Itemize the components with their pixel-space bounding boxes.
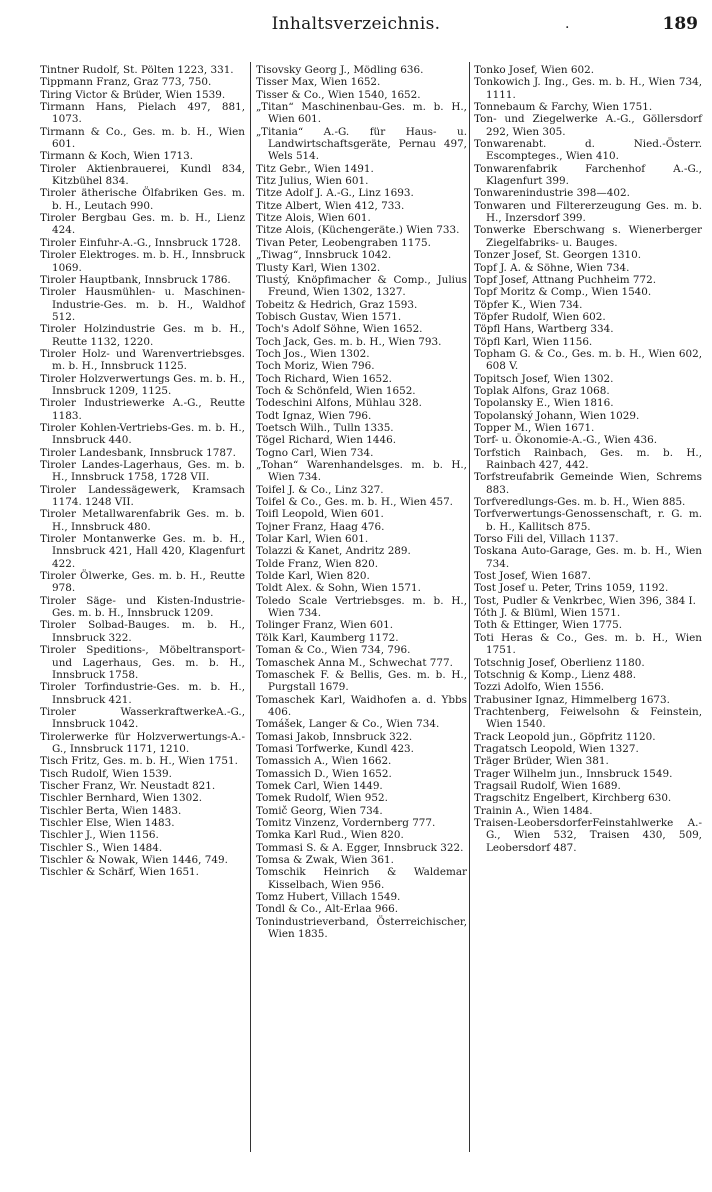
index-column-1 [40, 64, 245, 879]
index-entry: Toifel J. & Co., Linz 327. [256, 483, 384, 496]
index-entry: Tiroler Kohlen-Vertriebs-Ges. m. b. H., Innsbruck 440. [40, 421, 245, 447]
index-entry: Tommasi S. & A. Egger, Innsbruck 322. [256, 841, 464, 854]
index-entry: Torso Fili del, Villach 1137. [474, 533, 619, 546]
index-entry: Tiroler Einfuhr-A.-G., Innsbruck 1728. [40, 236, 241, 249]
index-entry: Topham G. & Co., Ges. m. b. H., Wien 602, 608 V. [474, 347, 702, 373]
index-entry: Tiroler WasserkraftwerkeA.-G., Innsbruck 1042. [40, 705, 245, 731]
index-entry: Tiroler Landessägewerk, Kramsach 1174. 1248 VII. [40, 483, 245, 509]
index-entry: Titz Julius, Wien 601. [256, 175, 369, 188]
index-entry: Tomič Georg, Wien 734. [256, 804, 383, 817]
index-entry: Tonwarenabt. d. Nied.-Österr. Escompteges., Wien 410. [474, 138, 702, 163]
index-entry: Töpfl Hans, Wartberg 334. [474, 323, 614, 336]
column-divider [469, 62, 470, 1152]
index-entry: Tischler Else, Wien 1483. [40, 816, 175, 829]
index-entry: Tonkowich J. Ing., Ges. m. b. H., Wien 734, 1111. [474, 76, 702, 101]
index-entry: Topf Josef, Attnang Puchheim 772. [474, 273, 657, 286]
index-entry: Tisch Rudolf, Wien 1539. [40, 767, 172, 780]
index-entry: Tolde Franz, Wien 820. [256, 557, 379, 570]
index-entry: Tolde Karl, Wien 820. [256, 570, 370, 583]
index-entry: Topf J. A. & Söhne, Wien 734. [474, 261, 630, 274]
index-entry: Tischler & Nowak, Wien 1446, 749. [40, 854, 228, 866]
index-entry: Tonwerke Eberschwang s. Wienerberger Ziegelfabriks- u. Bauges. [474, 224, 702, 249]
index-entry: Tiroler Holz- und Warenvertriebsges. m. b. H., Innsbruck 1125. [40, 347, 245, 373]
index-entry: Tiroler Ölwerke, Ges. m. b. H., Reutte 978. [40, 570, 245, 595]
index-entry: Traisen-LeobersdorferFeinstahlwerke A.-G., Wien 532, Traisen 430, 509, Leobersdorf 487. [474, 816, 702, 854]
page-header [0, 14, 712, 40]
index-entry: Togno Carl, Wien 734. [256, 446, 374, 459]
index-entry: Todt Ignaz, Wien 796. [256, 409, 372, 422]
index-entry: Toifl Leopold, Wien 601. [256, 508, 384, 521]
index-entry: Tolar Karl, Wien 601. [256, 533, 369, 546]
index-entry: Tomášek, Langer & Co., Wien 734. [256, 718, 440, 731]
index-entry: Töpfer K., Wien 734. [474, 298, 583, 311]
index-entry: Tomaschek Anna M., Schwechat 777. [256, 656, 453, 669]
index-entry: „Titania“ A.-G. für Haus- u. Landwirtschaftsgeräte, Pernau 497, Wels 514. [256, 125, 467, 163]
index-entry: Tomschik Heinrich & Waldemar Kisselbach, Wien 956. [256, 866, 467, 891]
index-entry: Torfveredlungs-Ges. m. b. H., Wien 885. [474, 496, 686, 509]
index-entry: Tomassich D., Wien 1652. [256, 767, 392, 780]
index-entry: Tiroler Industriewerke A.-G., Reutte 1183. [40, 397, 245, 422]
index-entry: Trager Wilhelm jun., Innsbruck 1549. [474, 767, 673, 780]
index-entry: Tondl & Co., Alt-Erlaa 966. [256, 903, 399, 916]
index-entry: Tonnebaum & Farchy, Wien 1751. [474, 101, 653, 114]
index-entry: Tiroler Holzverwertungs Ges. m. b. H., Innsbruck 1209, 1125. [40, 372, 245, 397]
index-entry: Tonwarenfabrik Farchenhof A.-G., Klagenfurt 399. [474, 162, 702, 188]
index-entry: Toti Heras & Co., Ges. m. b. H., Wien 1751. [474, 631, 702, 657]
index-entry: Tolazzi & Kanet, Andritz 289. [256, 545, 411, 558]
index-entry: Ton- und Ziegelwerke A.-G., Göllersdorf 292, Wien 305. [474, 113, 702, 138]
index-entry: Tiroler Hauptbank, Innsbruck 1786. [40, 273, 231, 286]
index-entry: Tiroler Metallwarenfabrik Ges. m. b. H., Innsbruck 480. [40, 508, 245, 533]
index-entry: Toch Moriz, Wien 796. [256, 360, 375, 373]
index-entry: Tomz Hubert, Villach 1549. [256, 891, 401, 904]
index-entry: „Titan“ Maschinenbau-Ges. m. b. H., Wien 601. [256, 101, 467, 126]
index-entry: „Tohan“ Warenhandelsges. m. b. H., Wien 734. [256, 459, 467, 484]
column-divider [250, 62, 251, 1152]
page-number: 189 [662, 14, 698, 34]
index-entry: Titze Adolf J. A.-G., Linz 1693. [256, 187, 414, 200]
index-entry: Tost Josef, Wien 1687. [474, 570, 591, 583]
index-entry: Torfstich Rainbach, Ges. m. b. H., Rainbach 427, 442. [474, 446, 702, 471]
index-entry: Tiroler Elektroges. m. b. H., Innsbruck 1069. [40, 249, 245, 274]
index-entry: Toth & Ettinger, Wien 1775. [474, 619, 622, 632]
index-entry: Todeschini Alfons, Mühlau 328. [256, 397, 422, 410]
index-entry: Toplak Alfons, Graz 1068. [474, 384, 610, 397]
index-entry: Titz Gebr., Wien 1491. [256, 162, 374, 175]
index-entry: Tisovsky Georg J., Mödling 636. [256, 64, 424, 76]
index-entry: Toifel & Co., Ges. m. b. H., Wien 457. [256, 496, 453, 509]
index-entry: Tirmann Hans, Pielach 497, 881, 1073. [40, 101, 245, 126]
index-entry: Töpfl Karl, Wien 1156. [474, 335, 593, 348]
index-entry: Torf- u. Ökonomie-A.-G., Wien 436. [474, 434, 658, 447]
index-entry: Tragschitz Engelbert, Kirchberg 630. [474, 792, 672, 805]
index-entry: Tiroler Bergbau Ges. m. b. H., Lienz 424. [40, 212, 245, 237]
index-entry: Tirmann & Co., Ges. m. b. H., Wien 601. [40, 125, 245, 151]
index-entry: Tiring Victor & Brüder, Wien 1539. [40, 88, 226, 101]
index-entry: Tost Josef u. Peter, Trins 1059, 1192. [474, 582, 669, 595]
index-entry: Topper M., Wien 1671. [474, 421, 595, 434]
index-entry: Toldt Alex. & Sohn, Wien 1571. [256, 582, 421, 595]
page-title: Inhaltsverzeichnis. [271, 14, 441, 34]
index-entry: Tiroler Speditions-, Möbeltransport- und Lagerhaus, Ges. m. b. H., Innsbruck 1758. [40, 644, 245, 681]
index-entry: Titze Alois, (Küchengeräte.) Wien 733. [256, 224, 460, 237]
index-entry: Titze Albert, Wien 412, 733. [256, 199, 405, 212]
index-entry: Tomaschek Karl, Waidhofen a. d. Ybbs 406. [256, 693, 467, 718]
index-entry: Töpfer Rudolf, Wien 602. [474, 310, 606, 323]
index-entry: Tiroler Torfindustrie-Ges. m. b. H., Innsbruck 421. [40, 681, 245, 706]
index-entry: Titze Alois, Wien 601. [256, 212, 371, 225]
index-entry: Tischler Berta, Wien 1483. [40, 804, 182, 817]
index-entry: Toetsch Wilh., Tulln 1335. [256, 421, 394, 434]
index-entry: Tischler S., Wien 1484. [40, 841, 163, 854]
index-entry: Tiroler Hausmühlen- u. Maschinen-Industrie-Ges. m. b. H., Waldhof 512. [40, 286, 245, 323]
index-entry: Totschnig & Komp., Lienz 488. [474, 668, 637, 681]
index-entry: Tirmann & Koch, Wien 1713. [40, 150, 194, 163]
index-entry: Tiroler Landesbank, Innsbruck 1787. [40, 446, 236, 459]
index-entry: Tonwaren und Filtererzeugung Ges. m. b. H., Inzersdorf 399. [474, 199, 702, 225]
index-entry: Tischler & Schärf, Wien 1651. [40, 866, 199, 879]
index-entry: Tögel Richard, Wien 1446. [256, 434, 396, 447]
index-entry: Tolinger Franz, Wien 601. [256, 619, 394, 632]
index-entry: Tomassich A., Wien 1662. [256, 755, 392, 768]
index-entry: Tivan Peter, Leobengraben 1175. [256, 236, 431, 249]
index-entry: Tiroler Landes-Lagerhaus, Ges. m. b. H., Innsbruck 1758, 1728 VII. [40, 459, 245, 484]
index-entry: Trabusiner Ignaz, Himmelberg 1673. [474, 693, 670, 706]
index-entry: Tiroler Säge- und Kisten-Industrie-Ges. m. b. H., Innsbruck 1209. [40, 594, 245, 620]
index-entry: Topolanský Johann, Wien 1029. [474, 409, 640, 422]
index-entry: Tost, Pudler & Venkrbec, Wien 396, 384 I. [474, 594, 696, 607]
index-entry: Toledo Scale Vertriebsges. m. b. H., Wien 734. [256, 594, 467, 620]
index-entry: Tragsail Rudolf, Wien 1689. [474, 779, 621, 792]
index-entry: Tomek Rudolf, Wien 952. [256, 792, 388, 805]
index-entry: Tippmann Franz, Graz 773, 750. [40, 76, 212, 89]
index-entry: Track Leopold jun., Göpfritz 1120. [474, 730, 656, 743]
index-entry: Tiroler Holzindustrie Ges. m b. H., Reutte 1132, 1220. [40, 323, 245, 348]
index-entry: Toch Jos., Wien 1302. [256, 347, 370, 360]
index-entry: Tischler Bernhard, Wien 1302. [40, 792, 203, 805]
index-entry: Tiroler Montanwerke Ges. m. b. H., Innsbruck 421, Hall 420, Klagenfurt 422. [40, 533, 245, 570]
index-entry: Tojner Franz, Haag 476. [256, 520, 385, 533]
index-entry: Toch Richard, Wien 1652. [256, 372, 392, 385]
index-entry: Tonzer Josef, St. Georgen 1310. [474, 249, 642, 262]
index-entry: Tischler J., Wien 1156. [40, 829, 159, 842]
index-entry: Toch Jack, Ges. m. b. H., Wien 793. [256, 335, 442, 348]
index-entry: Tlustý, Knöpfimacher & Comp., Julius Freund, Wien 1302, 1327. [256, 273, 467, 299]
index-entry: Tragatsch Leopold, Wien 1327. [474, 742, 639, 755]
index-entry: Toman & Co., Wien 734, 796. [256, 644, 411, 657]
index-entry: Tischer Franz, Wr. Neustadt 821. [40, 779, 216, 792]
index-column-3 [474, 64, 702, 854]
index-entry: Tomsa & Zwak, Wien 361. [256, 854, 394, 866]
index-entry: Trachtenberg, Feiwelsohn & Feinstein, Wien 1540. [474, 705, 702, 731]
index-entry: Tonwarenindustrie 398—402. [474, 187, 630, 200]
index-entry: Topolansky E., Wien 1816. [474, 397, 614, 410]
index-entry: Tisch Fritz, Ges. m. b. H., Wien 1751. [40, 755, 238, 768]
index-entry: Tlusty Karl, Wien 1302. [256, 261, 381, 274]
index-entry: Tisser & Co., Wien 1540, 1652. [256, 88, 421, 101]
index-entry: Tisser Max, Wien 1652. [256, 76, 381, 89]
index-column-2 [256, 64, 467, 940]
index-entry: Tirolerwerke für Holzverwertungs-A.-G., Innsbruck 1171, 1210. [40, 730, 245, 755]
index-entry: Trainin A., Wien 1484. [474, 804, 593, 817]
index-entry: Toskana Auto-Garage, Ges. m. b. H., Wien 734. [474, 545, 702, 570]
index-entry: Torfstreufabrik Gemeinde Wien, Schrems 883. [474, 471, 702, 496]
index-entry: Träger Brüder, Wien 381. [474, 755, 609, 768]
index-entry: Tiroler Aktienbrauerei, Kundl 834, Kitzbühel 834. [40, 162, 245, 188]
index-entry: „Tiwag“, Innsbruck 1042. [256, 249, 392, 262]
index-entry: Tomasi Torfwerke, Kundl 423. [256, 742, 414, 755]
index-entry: Toch & Schönfeld, Wien 1652. [256, 384, 416, 397]
index-entry: Tobeitz & Hedrich, Graz 1593. [256, 298, 418, 311]
index-entry: Totschnig Josef, Oberlienz 1180. [474, 656, 645, 669]
header-dot: . [565, 16, 570, 32]
index-entry: Tomitz Vinzenz, Vordernberg 777. [256, 816, 436, 829]
index-entry: Toch's Adolf Söhne, Wien 1652. [256, 323, 423, 336]
index-entry: Tonko Josef, Wien 602. [474, 64, 595, 76]
index-entry: Tomek Carl, Wien 1449. [256, 779, 383, 792]
index-entry: Tozzi Adolfo, Wien 1556. [474, 681, 605, 694]
index-entry: Tintner Rudolf, St. Pölten 1223, 331. [40, 64, 234, 76]
index-entry: Tomaschek F. & Bellis, Ges. m. b. H., Purgstall 1679. [256, 668, 467, 694]
index-entry: Tomasi Jakob, Innsbruck 322. [256, 730, 413, 743]
index-entry: Tomka Karl Rud., Wien 820. [256, 829, 404, 842]
index-entry: Tóth J. & Blüml, Wien 1571. [474, 607, 621, 620]
index-entry: Topf Moritz & Comp., Wien 1540. [474, 286, 652, 299]
index-entry: Tobisch Gustav, Wien 1571. [256, 310, 402, 323]
index-entry: Tiroler ätherische Ölfabriken Ges. m. b. H., Leutach 990. [40, 187, 245, 212]
index-entry: Torfverwertungs-Genossenschaft, r. G. m. b. H., Kallitsch 875. [474, 508, 702, 533]
index-entry: Topitsch Josef, Wien 1302. [474, 372, 614, 385]
index-entry: Tiroler Solbad-Bauges. m. b. H., Innsbruck 322. [40, 619, 245, 644]
index-entry: Tonindustrieverband, Österreichischer, Wien 1835. [256, 915, 467, 941]
index-entry: Tölk Karl, Kaumberg 1172. [256, 631, 399, 644]
